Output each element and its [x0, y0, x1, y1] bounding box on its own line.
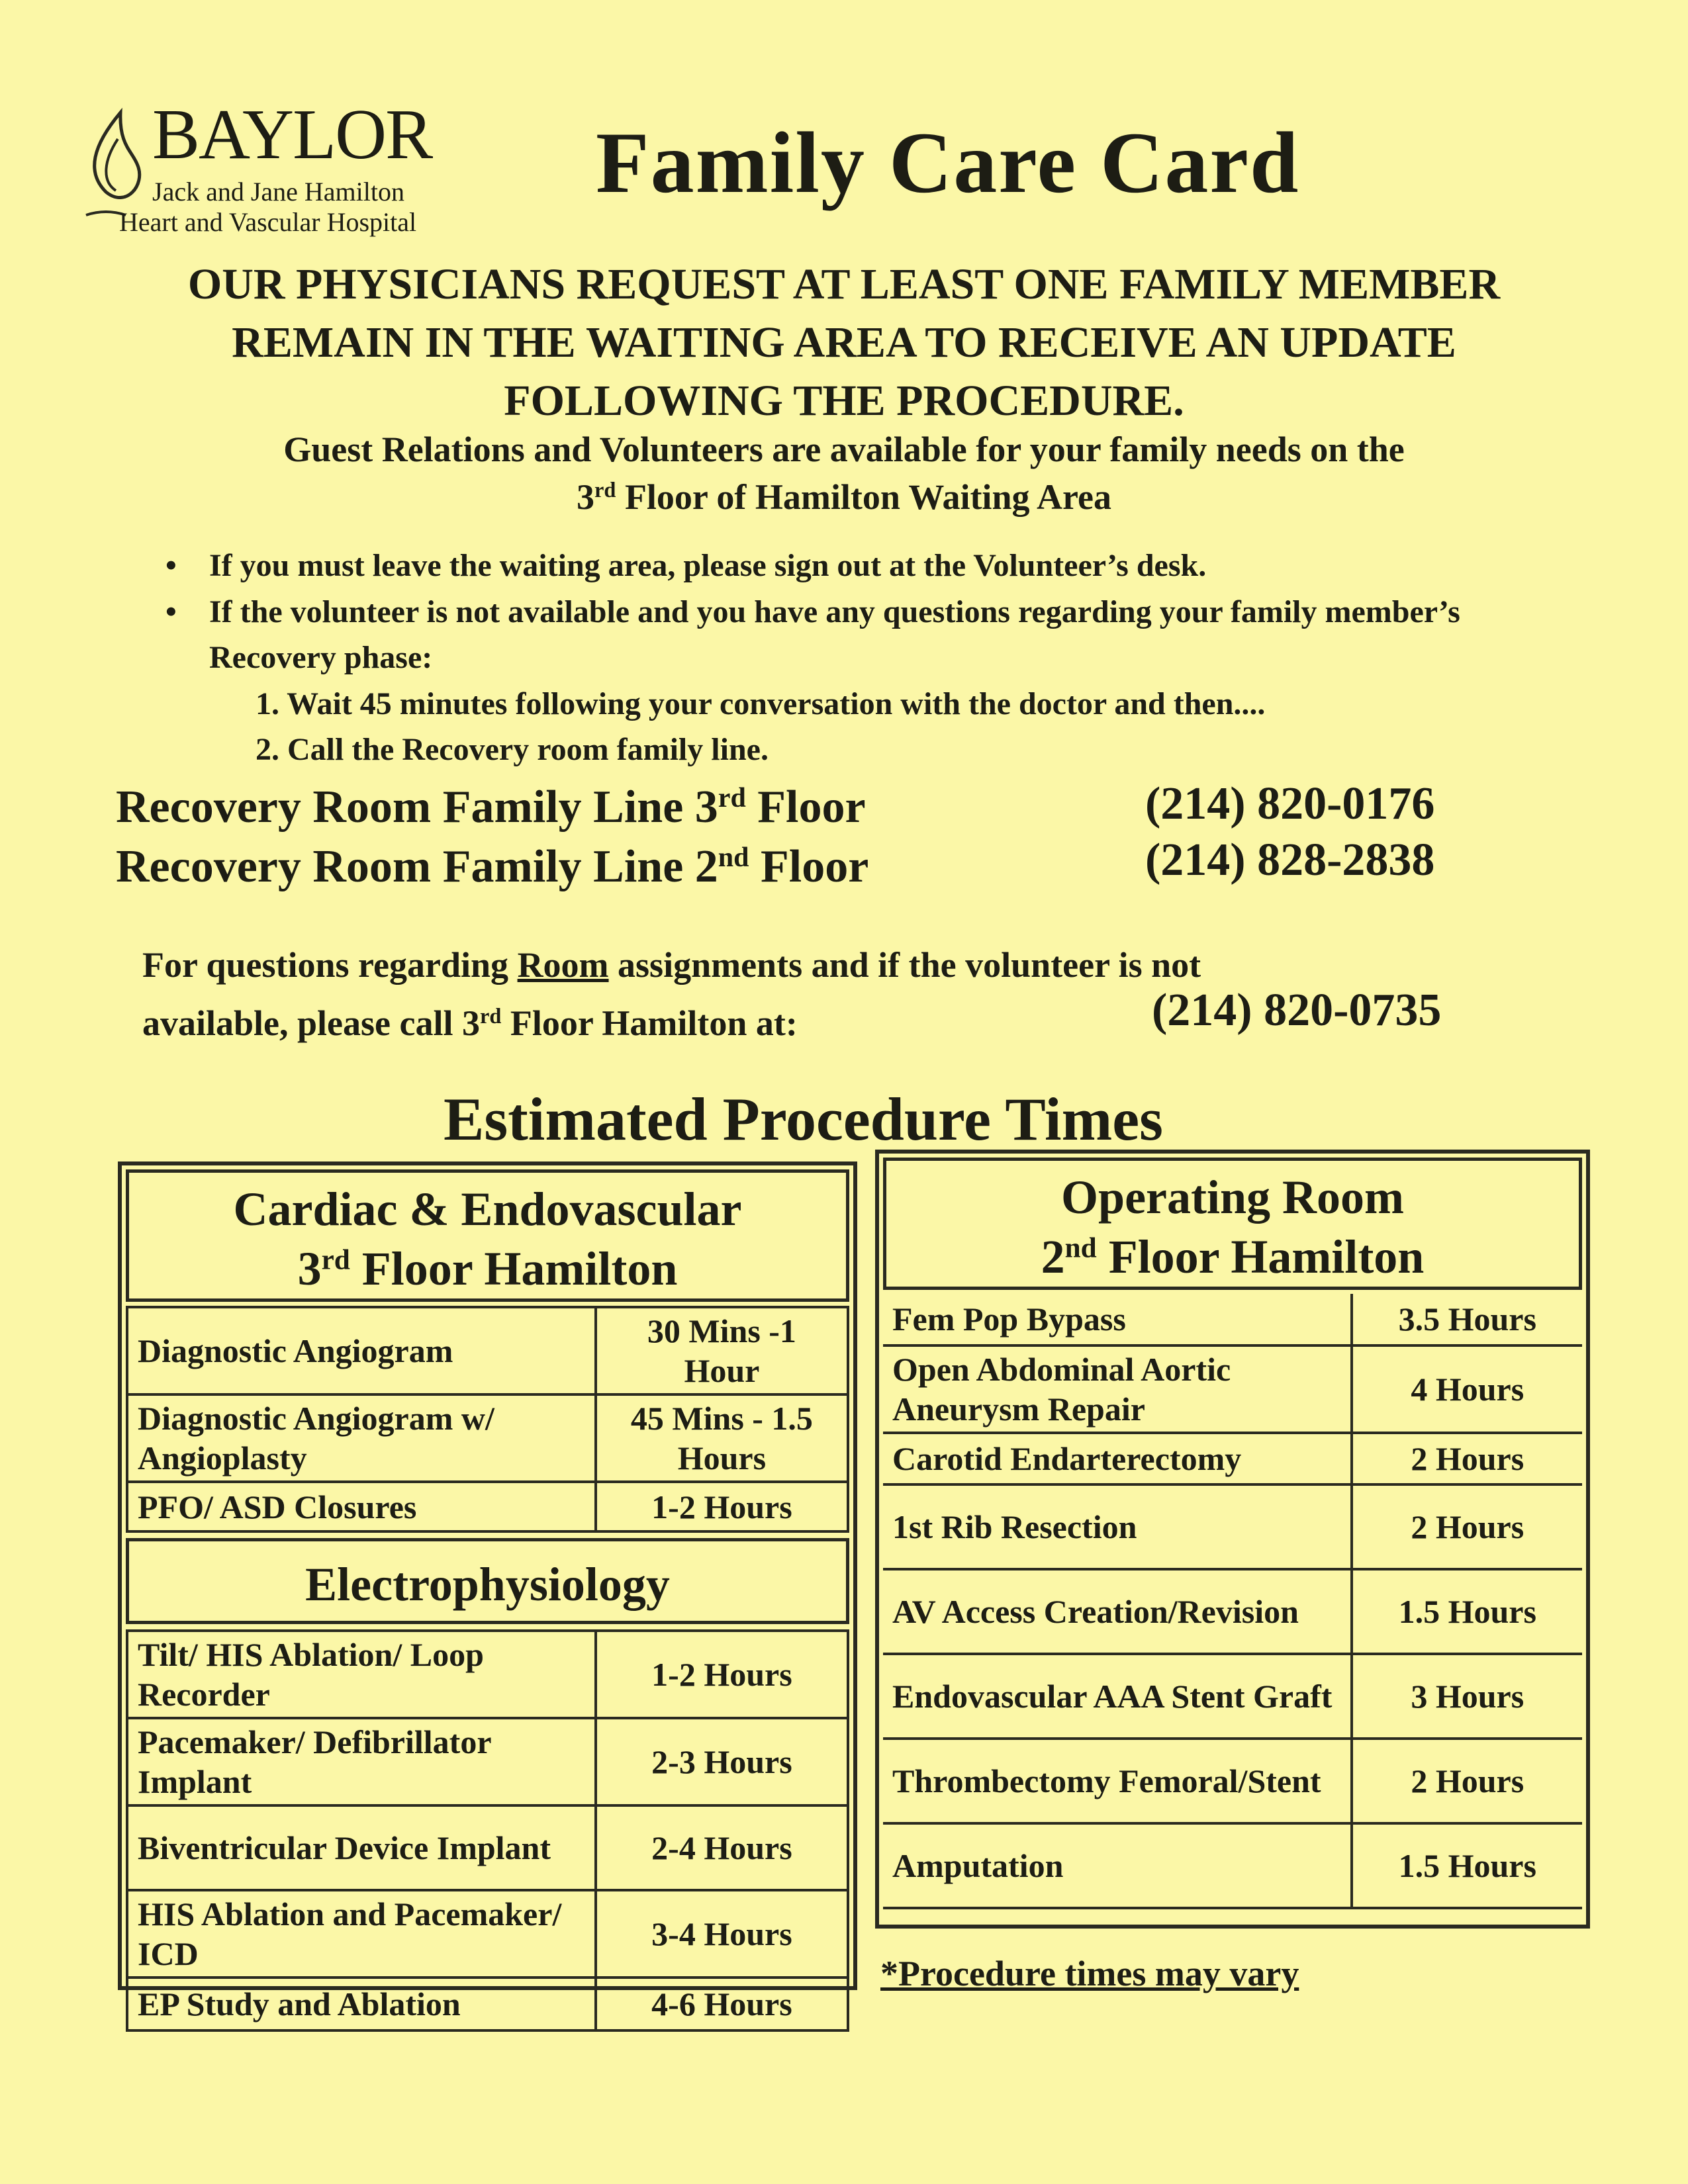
step-1: 1. Wait 45 minutes following your conversation with the doctor and then....	[256, 686, 1266, 721]
procedure-name: Fem Pop Bypass	[883, 1294, 1352, 1345]
procedure-name: Endovascular AAA Stent Graft	[883, 1654, 1352, 1739]
procedure-times-footnote: *Procedure times may vary	[880, 1954, 1299, 1993]
procedure-time: 1.5 Hours	[1352, 1823, 1582, 1908]
table-row	[127, 1394, 848, 1482]
step-2: 2. Call the Recovery room family line.	[256, 732, 769, 768]
procedure-time: 2 Hours	[1352, 1484, 1582, 1569]
cardiac-header-line-2: 3rd Floor Hamilton	[297, 1242, 678, 1295]
table-row	[127, 1482, 848, 1531]
logo-subtitle-2: Heart and Vascular Hospital	[119, 207, 417, 237]
or-header-line-1: Operating Room	[1061, 1171, 1404, 1224]
operating-room-header	[883, 1158, 1582, 1290]
cardiac-table	[126, 1306, 849, 1533]
or-header-line-2: 2nd Floor Hamilton	[1041, 1230, 1425, 1283]
bullet-icon: •	[165, 548, 177, 583]
procedure-name: Diagnostic Angiogram	[127, 1307, 596, 1394]
table-row	[127, 1631, 848, 1718]
room-assignment-phone[interactable]: (214) 820-0735	[1152, 985, 1442, 1036]
recovery-line-3rd-floor: Recovery Room Family Line 3rd Floor	[116, 782, 866, 833]
operating-room-table	[883, 1294, 1582, 1909]
table-row	[883, 1345, 1582, 1433]
procedure-time: 2 Hours	[1352, 1433, 1582, 1484]
procedure-time: 3.5 Hours	[1352, 1294, 1582, 1345]
procedure-time: 2 Hours	[1352, 1739, 1582, 1823]
procedure-name: Pacemaker/ Defibrillator Implant	[127, 1718, 596, 1805]
procedure-name: PFO/ ASD Closures	[127, 1482, 596, 1531]
cardiac-header-line-1: Cardiac & Endovascular	[233, 1183, 742, 1236]
cardiac-section-header	[126, 1169, 849, 1302]
procedure-time: 4-6 Hours	[596, 1978, 848, 2030]
procedure-name: Biventricular Device Implant	[127, 1805, 596, 1890]
table-row	[127, 1307, 848, 1394]
procedure-name: Open Abdominal Aortic Aneurysm Repair	[883, 1345, 1352, 1433]
procedure-time: 3-4 Hours	[596, 1890, 848, 1978]
table-row	[127, 1718, 848, 1805]
recovery-phone-3rd-floor[interactable]: (214) 820-0176	[1145, 778, 1435, 829]
list-item: • If you must leave the waiting area, please sign out at the Volunteer’s desk.	[165, 543, 1523, 589]
procedure-name: Amputation	[883, 1823, 1352, 1908]
guest-relations-line-2: 3rd Floor of Hamilton Waiting Area	[577, 477, 1111, 517]
room-questions-line-2: available, please call 3rd Floor Hamilton at:	[142, 1003, 798, 1043]
estimated-times-title: Estimated Procedure Times	[444, 1085, 1163, 1153]
procedure-name: 1st Rib Resection	[883, 1484, 1352, 1569]
headline-line-1: OUR PHYSICIANS REQUEST AT LEAST ONE FAMILY MEMBER	[187, 260, 1501, 308]
procedure-name: Tilt/ HIS Ablation/ Loop Recorder	[127, 1631, 596, 1718]
table-row	[883, 1654, 1582, 1739]
procedure-time: 4 Hours	[1352, 1345, 1582, 1433]
instructions-list	[165, 543, 1523, 773]
procedure-time: 30 Mins -1 Hour	[596, 1307, 848, 1394]
logo-subtitle-1: Jack and Jane Hamilton	[152, 177, 404, 206]
procedure-time: 45 Mins - 1.5 Hours	[596, 1394, 848, 1482]
list-item: • If the volunteer is not available and you have any questions regarding your family member’s Recovery phase: 1. Wait 45 minutes following your conversation with the doctor and then.... 2. Call the Recovery room family line.	[165, 589, 1523, 773]
page-title: Family Care Card	[596, 114, 1300, 211]
table-row	[883, 1433, 1582, 1484]
table-row	[883, 1823, 1582, 1908]
procedure-time: 1-2 Hours	[596, 1631, 848, 1718]
recovery-line-2nd-floor: Recovery Room Family Line 2nd Floor	[116, 841, 869, 892]
recovery-phone-2nd-floor[interactable]: (214) 828-2838	[1145, 835, 1435, 886]
table-row	[883, 1739, 1582, 1823]
table-row	[127, 1805, 848, 1890]
logo-brand: BAYLOR	[152, 95, 432, 174]
table-row	[883, 1294, 1582, 1345]
table-row	[127, 1890, 848, 1978]
cardiac-ep-panel	[118, 1161, 857, 2023]
procedure-time: 3 Hours	[1352, 1654, 1582, 1739]
procedure-time: 1-2 Hours	[596, 1482, 848, 1531]
bullet-icon: •	[165, 594, 177, 629]
procedure-name: Thrombectomy Femoral/Stent	[883, 1739, 1352, 1823]
procedure-name: Carotid Endarterectomy	[883, 1433, 1352, 1484]
headline-line-2: REMAIN IN THE WAITING AREA TO RECEIVE AN UPDATE	[232, 318, 1456, 367]
steps-list	[209, 681, 1523, 773]
table-row	[883, 1569, 1582, 1654]
ep-section-header: Electrophysiology	[126, 1538, 849, 1624]
procedure-name: EP Study and Ablation	[127, 1978, 596, 2030]
operating-room-panel	[875, 1150, 1590, 1929]
ep-table	[126, 1629, 849, 2032]
headline-line-3: FOLLOWING THE PROCEDURE.	[504, 377, 1184, 425]
table-row	[127, 1978, 848, 2030]
procedure-time: 2-4 Hours	[596, 1805, 848, 1890]
procedure-time: 1.5 Hours	[1352, 1569, 1582, 1654]
procedure-time: 2-3 Hours	[596, 1718, 848, 1805]
hospital-logo	[79, 95, 530, 251]
procedure-name: AV Access Creation/Revision	[883, 1569, 1352, 1654]
procedure-name: Diagnostic Angiogram w/ Angioplasty	[127, 1394, 596, 1482]
table-row	[883, 1484, 1582, 1569]
procedure-name: HIS Ablation and Pacemaker/ ICD	[127, 1890, 596, 1978]
room-questions-line-1: For questions regarding Room assignments and if the volunteer is not	[142, 945, 1201, 985]
guest-relations-line-1: Guest Relations and Volunteers are available for your family needs on the	[283, 430, 1405, 469]
